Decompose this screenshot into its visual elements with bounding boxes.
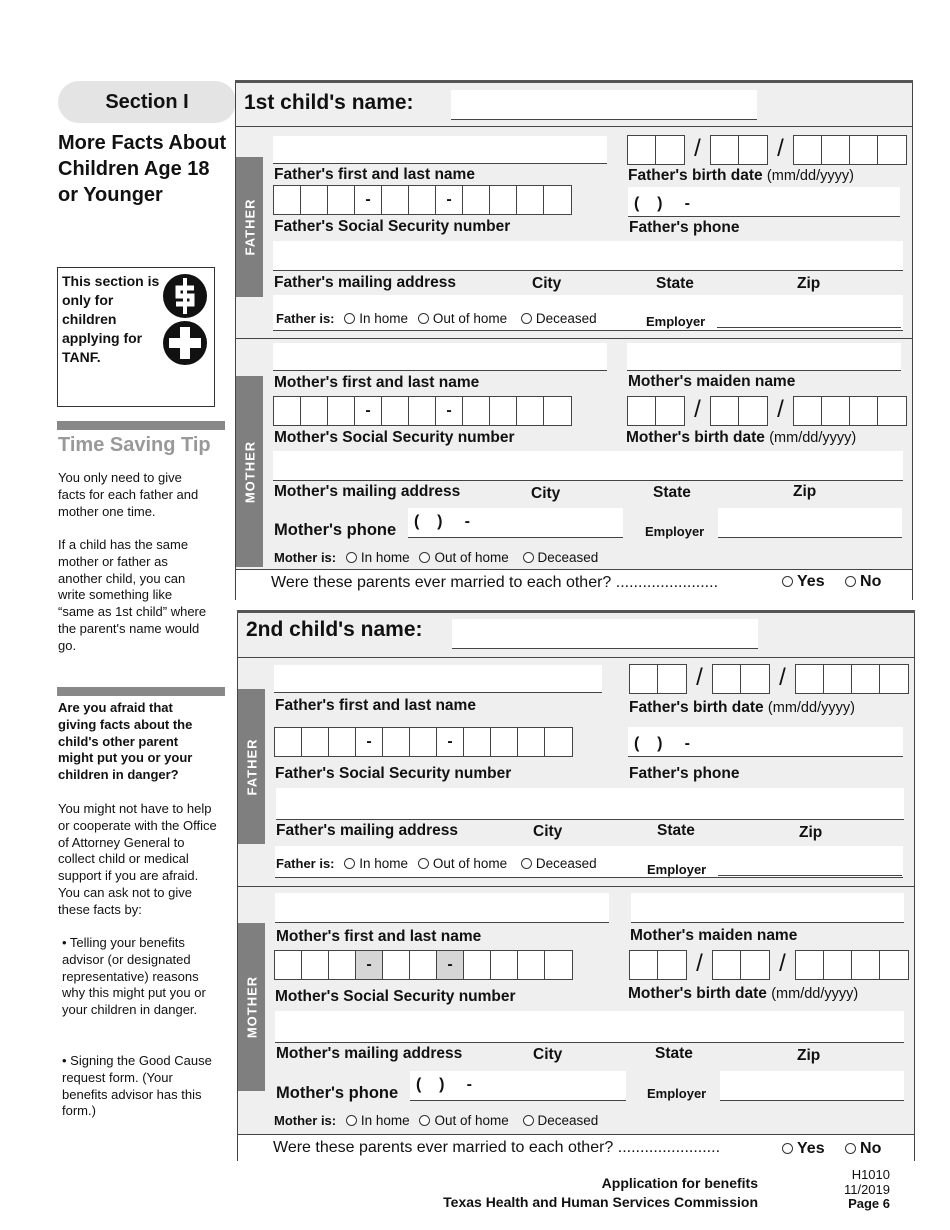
zip-label: Zip bbox=[797, 275, 821, 292]
tip-title: Time Saving Tip bbox=[58, 434, 211, 456]
form-date: 11/2019 bbox=[843, 1182, 890, 1197]
father-birthdate-input[interactable]: / / bbox=[627, 135, 907, 165]
state-label: State bbox=[657, 822, 695, 839]
father-tab: FATHER bbox=[238, 689, 265, 844]
father-employer-input[interactable] bbox=[718, 875, 902, 876]
father-name-input[interactable] bbox=[273, 136, 607, 164]
mother-ssn-input[interactable]: - - bbox=[273, 396, 572, 426]
tip-text-1: You only need to give facts for each father and mother one time. bbox=[58, 470, 199, 519]
mother-phone-label: Mother's phone bbox=[274, 521, 397, 539]
father-address-input[interactable] bbox=[273, 241, 903, 271]
city-label: City bbox=[532, 275, 562, 292]
section-title: More Facts About Children Age 18 or Younger bbox=[58, 132, 227, 206]
zip-label: Zip bbox=[799, 824, 823, 841]
father-employer-input[interactable] bbox=[717, 327, 901, 328]
mother-out-of-home-radio[interactable] bbox=[419, 1115, 430, 1126]
footer-title: Application for benefits bbox=[601, 1175, 758, 1191]
mother-name-input[interactable] bbox=[273, 343, 607, 371]
father-name-label: Father's first and last name bbox=[274, 166, 475, 183]
mother-name-label: Mother's first and last name bbox=[276, 928, 482, 945]
father-status: Father is: In home Out of home Deceased bbox=[276, 311, 597, 326]
mother-birthdate-label: Mother's birth date (mm/dd/yyyy) bbox=[628, 985, 859, 1002]
city-label: City bbox=[533, 823, 563, 840]
section-label: Section I bbox=[58, 81, 236, 123]
footer-agency: Texas Health and Human Services Commission bbox=[443, 1194, 758, 1210]
child-2-name-label: 2nd child's name: bbox=[246, 618, 423, 641]
father-in-home-radio[interactable] bbox=[344, 858, 355, 869]
mother-phone-input[interactable]: ( ) - bbox=[410, 1071, 626, 1101]
mother-ssn-label: Mother's Social Security number bbox=[275, 988, 516, 1005]
zip-label: Zip bbox=[797, 1047, 821, 1064]
mother-employer-label: Employer bbox=[645, 524, 705, 539]
father-employer-label: Employer bbox=[647, 862, 707, 877]
mother-tab: MOTHER bbox=[238, 923, 265, 1091]
father-deceased-radio[interactable] bbox=[521, 858, 532, 869]
married-answer: Yes No bbox=[776, 1140, 881, 1158]
tip-text-2: If a child has the same mother or father as another child, you can write something like “same as 1st child” where the parent's name would go. bbox=[58, 537, 207, 653]
mother-name-input[interactable] bbox=[275, 893, 609, 923]
child-2-name-input[interactable] bbox=[452, 619, 758, 649]
form-code: H1010 bbox=[851, 1167, 890, 1182]
page-number: Page 6 bbox=[848, 1196, 890, 1211]
mother-out-of-home-radio[interactable] bbox=[419, 552, 430, 563]
father-ssn-input[interactable]: - - bbox=[274, 727, 573, 757]
father-deceased-radio[interactable] bbox=[521, 313, 532, 324]
divider bbox=[57, 687, 225, 696]
father-name-label: Father's first and last name bbox=[275, 697, 476, 714]
married-yes-radio[interactable] bbox=[782, 576, 793, 587]
divider bbox=[57, 421, 225, 430]
mother-status: Mother is: In home Out of home Deceased bbox=[274, 1113, 599, 1128]
father-employer-label: Employer bbox=[646, 314, 706, 329]
child-2-panel bbox=[237, 612, 915, 1161]
mother-status: Mother is: In home Out of home Deceased bbox=[274, 550, 599, 565]
mother-birthdate-label: Mother's birth date (mm/dd/yyyy) bbox=[626, 429, 857, 446]
zip-label: Zip bbox=[793, 483, 817, 500]
married-answer: Yes No bbox=[776, 573, 881, 591]
state-label: State bbox=[655, 1045, 693, 1062]
state-label: State bbox=[656, 275, 694, 292]
father-ssn-input[interactable]: - - bbox=[273, 185, 572, 215]
father-address-label: Father's mailing address bbox=[276, 822, 458, 839]
child-1-panel bbox=[235, 82, 913, 600]
father-phone-label: Father's phone bbox=[629, 765, 740, 782]
father-out-of-home-radio[interactable] bbox=[418, 313, 429, 324]
mother-maiden-label: Mother's maiden name bbox=[628, 373, 796, 390]
mother-employer-label: Employer bbox=[647, 1086, 707, 1101]
city-label: City bbox=[531, 485, 561, 502]
mother-address-input[interactable] bbox=[275, 1011, 904, 1043]
father-in-home-radio[interactable] bbox=[344, 313, 355, 324]
mother-ssn-label: Mother's Social Security number bbox=[274, 429, 515, 446]
father-status: Father is: In home Out of home Deceased bbox=[276, 856, 597, 871]
tanf-note: This section is only for children applying for TANF. bbox=[62, 273, 160, 365]
father-name-input[interactable] bbox=[274, 665, 602, 693]
mother-deceased-radio[interactable] bbox=[523, 1115, 534, 1126]
mother-phone-label: Mother's phone bbox=[276, 1084, 399, 1102]
married-question: Were these parents ever married to each other? ....................... bbox=[273, 1139, 721, 1156]
married-no-radio[interactable] bbox=[845, 1143, 856, 1154]
father-birthdate-input[interactable]: / / bbox=[629, 664, 909, 694]
married-no-radio[interactable] bbox=[845, 576, 856, 587]
state-label: State bbox=[653, 484, 691, 501]
mother-birthdate-input[interactable]: / / bbox=[629, 950, 909, 980]
city-label: City bbox=[533, 1046, 563, 1063]
mother-ssn-input[interactable]: - - bbox=[274, 950, 573, 980]
father-birthdate-label: Father's birth date (mm/dd/yyyy) bbox=[629, 699, 855, 716]
married-question: Were these parents ever married to each other? ....................... bbox=[271, 574, 719, 591]
father-tab: FATHER bbox=[236, 157, 263, 297]
mother-deceased-radio[interactable] bbox=[523, 552, 534, 563]
child-1-name-label: 1st child's name: bbox=[244, 91, 414, 114]
mother-in-home-radio[interactable] bbox=[346, 552, 357, 563]
mother-address-label: Mother's mailing address bbox=[274, 483, 461, 500]
father-out-of-home-radio[interactable] bbox=[418, 858, 429, 869]
mother-maiden-input[interactable] bbox=[627, 343, 901, 371]
dollar-medical-icon bbox=[160, 272, 210, 368]
mother-in-home-radio[interactable] bbox=[346, 1115, 357, 1126]
afraid-question: Are you afraid that giving facts about the child's other parent might put you or your children in danger? bbox=[58, 700, 193, 783]
mother-address-input[interactable] bbox=[273, 451, 903, 481]
bullet-1: • Telling your benefits advisor (or designated representative) reasons why this might put you or your children in danger. bbox=[62, 935, 206, 1018]
mother-employer-input[interactable] bbox=[720, 1071, 904, 1101]
mother-phone-input[interactable]: ( ) - bbox=[408, 508, 623, 538]
married-yes-radio[interactable] bbox=[782, 1143, 793, 1154]
tanf-icons bbox=[160, 272, 212, 373]
father-phone-label: Father's phone bbox=[629, 219, 740, 236]
father-address-label: Father's mailing address bbox=[274, 274, 456, 291]
child-1-name-input[interactable] bbox=[451, 90, 757, 120]
mother-address-label: Mother's mailing address bbox=[276, 1045, 463, 1062]
father-ssn-label: Father's Social Security number bbox=[275, 765, 512, 782]
father-phone-input[interactable]: ( ) - bbox=[628, 187, 900, 217]
mother-tab: MOTHER bbox=[236, 376, 263, 567]
mother-name-label: Mother's first and last name bbox=[274, 374, 480, 391]
mother-maiden-label: Mother's maiden name bbox=[630, 927, 798, 944]
father-address-input[interactable] bbox=[276, 788, 904, 820]
mother-birthdate-input[interactable]: / / bbox=[627, 396, 907, 426]
father-phone-input[interactable]: ( ) - bbox=[628, 727, 903, 757]
father-birthdate-label: Father's birth date (mm/dd/yyyy) bbox=[628, 167, 854, 184]
father-ssn-label: Father's Social Security number bbox=[274, 218, 511, 235]
bullet-2: • Signing the Good Cause request form. (Your benefits advisor has this form.) bbox=[62, 1053, 212, 1119]
mother-employer-input[interactable] bbox=[718, 508, 902, 538]
mother-maiden-input[interactable] bbox=[631, 893, 904, 923]
afraid-text: You might not have to help or cooperate with the Office of Attorney General to collect child or medical support if you are afraid. You can ask not to give these facts by: bbox=[58, 801, 217, 917]
